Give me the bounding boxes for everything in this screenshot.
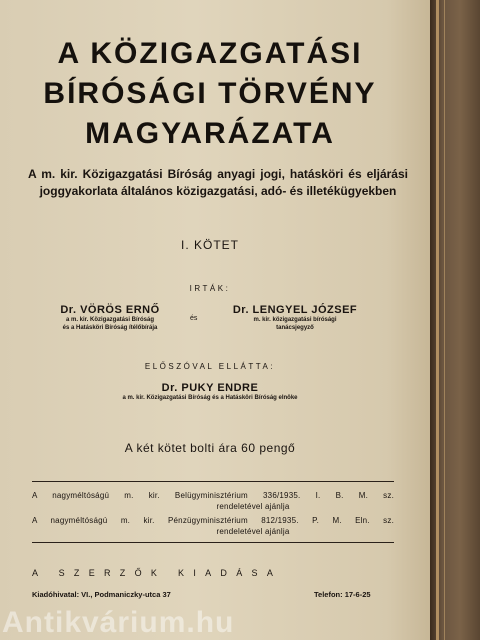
publisher-line: A SZERZŐK KIADÁSA — [32, 568, 283, 578]
author-2-role-line-1: m. kir. közigazgatási bírósági — [253, 317, 337, 323]
price-line: A két kötet bolti ára 60 pengő — [124, 441, 296, 455]
foreword-label: ELŐSZÓVAL ELLÁTTA: — [144, 362, 276, 371]
author-2-name: Dr. LENGYEL JÓZSEF — [232, 304, 358, 316]
author-1-role-line-2: és a Hatásköri Bíróság ítélőbírája — [62, 325, 158, 331]
author-1 — [30, 304, 190, 332]
decree-2-line-2: rendeletével ajánlja — [216, 527, 290, 536]
author-1-role-line-1: a m. kir. Közigazgatási Bíróság — [65, 317, 155, 323]
author-1-name: Dr. VÖRÖS ERNŐ — [60, 304, 160, 316]
watermark: Antikvárium.hu — [2, 606, 235, 639]
divider-bottom — [32, 542, 394, 543]
conjunction: és — [190, 315, 198, 322]
spine-binding-thread — [444, 0, 445, 640]
book-subtitle: A m. kir. Közigazgatási Bíróság anyagi jogi, hatásköri és eljárási joggyakorlata általános közigazgatási, adó- és illetékügyekben — [28, 167, 408, 198]
decree-1-line-2: rendeletével ajánlja — [216, 502, 290, 511]
spine-binding-stripe — [436, 0, 439, 640]
publisher-phone: Telefon: 17-6-25 — [314, 590, 371, 599]
decree-1 — [32, 490, 394, 512]
title-line-3: MAGYARÁZATA — [85, 117, 335, 150]
publisher-office: Kiadóhivatal: VI., Podmaniczky-utca 37 — [32, 590, 171, 599]
written-by-label: IRTÁK: — [189, 284, 231, 293]
title-line-2: BÍRÓSÁGI TÖRVÉNY — [43, 77, 377, 110]
book-title — [10, 34, 410, 154]
divider-top — [32, 481, 394, 482]
foreword-author-name: Dr. PUKY ENDRE — [161, 382, 259, 394]
foreword-author-role: a m. kir. Közigazgatási Bíróság és a Hatásköri Bíróság elnöke — [122, 395, 298, 401]
decree-2-line-1: A nagyméltóságú m. kir. Pénzügyminisztérium 812/1935. P. M. Eln. sz. — [32, 516, 394, 525]
volume-label: I. KÖTET — [180, 238, 239, 252]
foreword-author — [10, 382, 410, 402]
title-line-1: A KÖZIGAZGATÁSI — [57, 37, 363, 70]
author-2-role-line-2: tanácsjegyző — [276, 325, 314, 331]
author-2 — [215, 304, 375, 332]
decree-2 — [32, 515, 394, 537]
decree-1-line-1: A nagyméltóságú m. kir. Belügyminisztérium 336/1935. I. B. M. sz. — [32, 491, 394, 500]
